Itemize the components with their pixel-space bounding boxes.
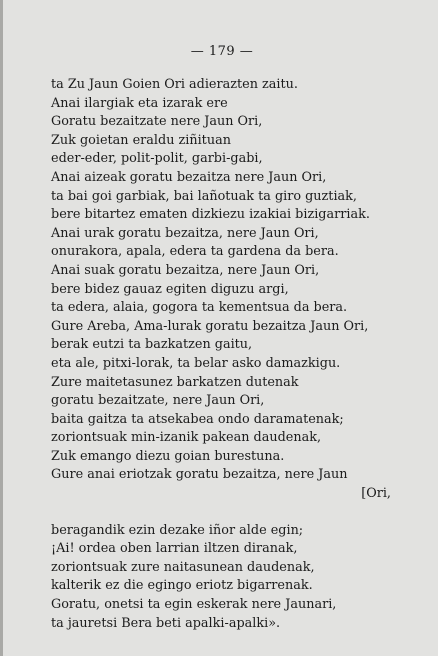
text-line: Zuk emango diezu goian burestuna. xyxy=(51,448,285,464)
text-line: zoriontsuak zure naitasunean daudenak, xyxy=(51,559,315,575)
text-line: kalterik ez die egingo eriotz bigarrenak. xyxy=(51,578,313,594)
text-line: onurakora, apala, edera ta gardena da bera. xyxy=(51,244,339,260)
text-line: Anai suak goratu bezaitza, nere Jaun Ori, xyxy=(51,262,320,278)
text-line: Anai ilargiak eta izarak ere xyxy=(51,95,228,111)
text-line: ta Zu Jaun Goien Ori adierazten zaitu. xyxy=(51,77,298,92)
text-line: Zuk goietan eraldu ziñituan xyxy=(51,132,231,148)
text-line: Gure anai eriotzak goratu bezaitza, nere Jaun xyxy=(51,467,348,483)
line-continuation: [Ori, xyxy=(361,486,391,502)
text-line: baita gaitza ta atsekabea ondo daramatenak; xyxy=(51,411,344,427)
text-line: beragandik ezin dezake iñor alde egin; xyxy=(51,522,304,538)
text-line: bere bitartez ematen dizkiezu izakiai bizigarriak. xyxy=(51,207,370,223)
text-line: eder-eder, polit-polit, garbi-gabi, xyxy=(51,151,263,167)
text-line: eta ale, pitxi-lorak, ta belar asko damazkigu. xyxy=(51,355,341,371)
text-line: ta edera, alaia, gogora ta kementsua da bera. xyxy=(51,300,348,316)
text-line: Anai urak goratu bezaitza, nere Jaun Ori, xyxy=(51,225,319,241)
text-line: ta jauretsi Bera beti apalki-apalki». xyxy=(51,615,281,631)
poem-text xyxy=(51,76,391,633)
text-line: ta bai goi garbiak, bai lañotuak ta giro guztiak, xyxy=(51,188,357,204)
text-line: zoriontsuak min-izanik pakean daudenak, xyxy=(51,430,322,446)
text-line: ¡Ai! ordea oben larrian iltzen diranak, xyxy=(51,541,298,557)
text-line: Zure maitetasunez barkatzen dutenak xyxy=(51,374,299,390)
text-line: bere bidez gauaz egiten diguzu argi, xyxy=(51,281,289,297)
text-line: Gure Areba, Ama-lurak goratu bezaitza Jaun Ori, xyxy=(51,318,369,334)
page-number: — 179 — xyxy=(190,44,254,59)
text-line: Goratu, onetsi ta egin eskerak nere Jaunari, xyxy=(51,597,337,613)
text-line: goratu bezaitzate, nere Jaun Ori, xyxy=(51,393,265,409)
text-line: Goratu bezaitzate nere Jaun Ori, xyxy=(51,114,263,130)
stanza-gap xyxy=(51,504,391,522)
text-line: Anai aizeak goratu bezaitza nere Jaun Ori, xyxy=(51,169,327,185)
text-line: berak eutzi ta bazkatzen gaitu, xyxy=(51,337,253,353)
